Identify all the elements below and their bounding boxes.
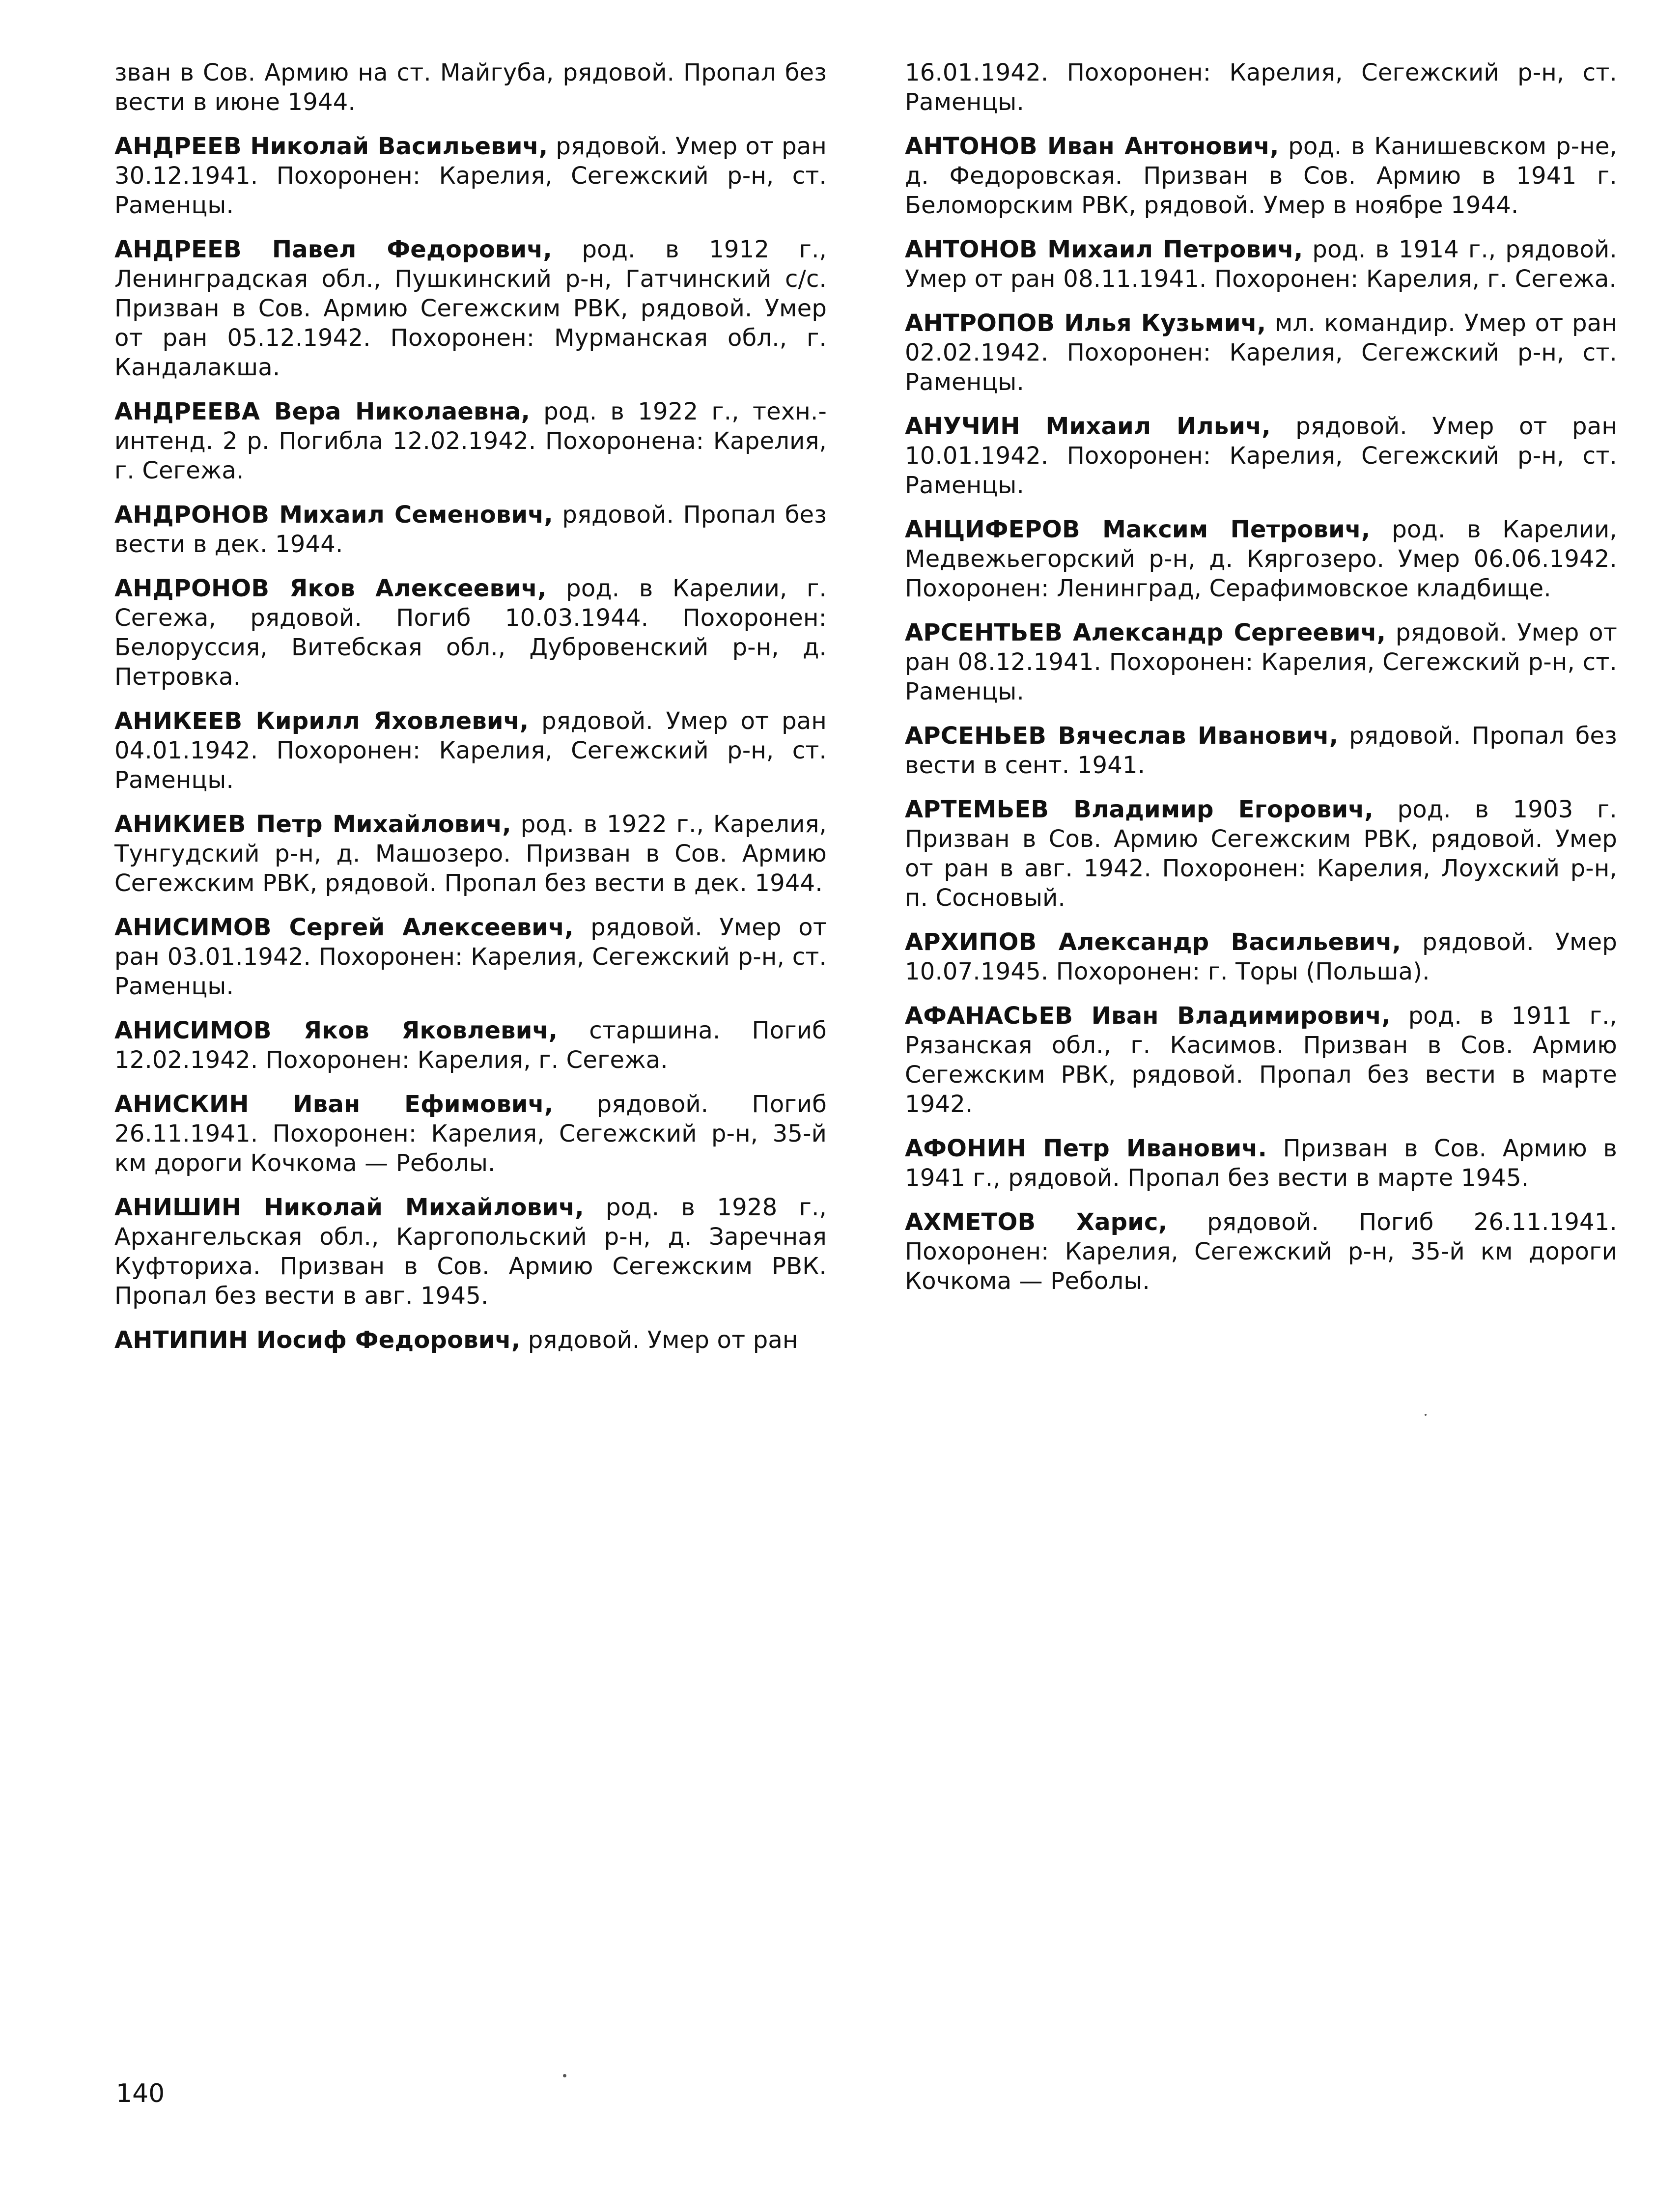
entry-text: рядовой. Погиб 26.11.1941. Похоронен: Карелия, Сегежский р-н, 35-й км дороги Кочкома — Реболы. xyxy=(905,1208,1617,1295)
entry xyxy=(114,913,827,1001)
entry-name: АНИКЕЕВ Кирилл Яховлевич, xyxy=(114,707,529,735)
entry xyxy=(905,515,1617,603)
entry xyxy=(114,574,827,692)
entry xyxy=(905,58,1617,117)
entry-text: род. в 1922 г., техн.-интенд. 2 р. Погибла 12.02.1942. Похоронена: Карелия, г. Сегежа. xyxy=(114,398,827,484)
entry-text: род. в 1903 г. Призван в Сов. Армию Сегежским РВК, рядовой. Умер от ран в авг. 1942. Похоронен: Карелия, Лоухский р-н, п. Сосновый. xyxy=(905,796,1617,912)
entry-text: рядовой. Умер от ран xyxy=(520,1326,798,1354)
entry-text: род. в Карелии, г. Сегежа, рядовой. Погиб 10.03.1944. Похоронен: Белоруссия, Витебская обл., Дубровенский р-н, д. Петровка. xyxy=(114,575,827,691)
entry-name: АНЦИФЕРОВ Максим Петрович, xyxy=(905,516,1371,543)
entry xyxy=(114,706,827,795)
entry-text: род. в Канишевском р-не, д. Федоровская. Призван в Сов. Армию в 1941 г. Беломорским РВК, рядовой. Умер в ноябре 1944. xyxy=(905,133,1618,219)
entry xyxy=(905,795,1617,913)
entry-text: рядовой. Умер от ран 30.12.1941. Похоронен: Карелия, Сегежский р-н, ст. Раменцы. xyxy=(114,133,827,219)
entry-name: АФАНАСЬЕВ Иван Владимирович, xyxy=(905,1002,1391,1030)
entry xyxy=(114,1325,827,1355)
entry xyxy=(114,1193,827,1311)
entry-name: АНТОНОВ Иван Антонович, xyxy=(905,133,1279,160)
entry xyxy=(905,721,1617,780)
entry-text: старшина. Погиб 12.02.1942. Похоронен: Карелия, г. Сегежа. xyxy=(114,1017,827,1074)
entry xyxy=(905,927,1617,986)
entry-text: рядовой. Пропал без вести в сент. 1941. xyxy=(905,722,1617,779)
entry-name: АРСЕНЬЕВ Вячеслав Иванович, xyxy=(905,722,1339,750)
entry xyxy=(905,235,1617,294)
right-column xyxy=(905,58,1617,1311)
entry-text: род. в 1928 г., Архангельская обл., Каргопольский р-н, д. Заречная Куфториха. Призван в Сов. Армию Сегежским РВК. Пропал без вести в авг. 1945. xyxy=(114,1194,827,1310)
entry-text: род. в 1922 г., Карелия, Тунгудский р-н, д. Машозеро. Призван в Сов. Армию Сегежским РВК, рядовой. Пропал без вести в дек. 1944. xyxy=(114,811,827,897)
entry-name: АФОНИН Петр Иванович. xyxy=(905,1135,1267,1162)
entry xyxy=(905,618,1617,706)
entry xyxy=(905,412,1617,500)
entry-name: АХМЕТОВ Харис, xyxy=(905,1208,1168,1236)
entry xyxy=(905,1134,1617,1193)
entry-name: АНДРЕЕВ Павел Федорович, xyxy=(114,236,552,263)
entry-text: рядовой. Умер от ран 10.01.1942. Похоронен: Карелия, Сегежский р-н, ст. Раменцы. xyxy=(905,413,1618,499)
print-speck xyxy=(1425,1414,1427,1416)
entry-name: АНИСИМОВ Яков Яковлевич, xyxy=(114,1017,558,1044)
entry-text: рядовой. Умер от ран 08.12.1941. Похоронен: Карелия, Сегежский р-н, ст. Раменцы. xyxy=(905,619,1617,705)
entry-text: рядовой. Умер от ран 04.01.1942. Похоронен: Карелия, Сегежский р-н, ст. Раменцы. xyxy=(114,707,827,794)
entry-text: рядовой. Погиб 26.11.1941. Похоронен: Карелия, Сегежский р-н, 35-й км дороги Кочкома — Реболы. xyxy=(114,1091,827,1177)
entry-name: АРХИПОВ Александр Васильевич, xyxy=(905,928,1402,956)
entry-name: АНДРЕЕВА Вера Николаевна, xyxy=(114,398,531,425)
print-speck xyxy=(563,2074,566,2077)
entry-text: 16.01.1942. Похоронен: Карелия, Сегежский р-н, ст. Раменцы. xyxy=(905,59,1617,116)
entry-text: Призван в Сов. Армию в 1941 г., рядовой. Пропал без вести в марте 1945. xyxy=(905,1135,1617,1192)
entry-name: АРСЕНТЬЕВ Александр Сергеевич, xyxy=(905,619,1386,646)
entry-text: рядовой. Умер 10.07.1945. Похоронен: г. Торы (Польша). xyxy=(905,928,1617,985)
entry-name: АНУЧИН Михаил Ильич, xyxy=(905,413,1271,440)
entry-text: рядовой. Пропал без вести в дек. 1944. xyxy=(114,501,827,558)
entry-name: АНИСИМОВ Сергей Алексеевич, xyxy=(114,914,574,941)
entry-name: АРТЕМЬЕВ Владимир Егорович, xyxy=(905,796,1374,823)
entry xyxy=(114,58,827,117)
entry-text: мл. командир. Умер от ран 02.02.1942. Похоронен: Карелия, Сегежский р-н, ст. Раменцы. xyxy=(905,309,1617,396)
entry xyxy=(905,1207,1617,1296)
entry-text: род. в 1914 г., рядовой. Умер от ран 08.11.1941. Похоронен: Карелия, г. Сегежа. xyxy=(905,236,1617,293)
entry xyxy=(905,1001,1617,1119)
entry xyxy=(905,308,1617,397)
entry-text: род. в 1912 г., Ленинградская обл., Пушкинский р-н, Гатчинский с/с. Призван в Сов. Армию Сегежским РВК, рядовой. Умер от ран 05.12.1942. Похоронен: Мурманская обл., г. Кандалакша. xyxy=(114,236,827,381)
entry-text: род. в 1911 г., Рязанская обл., г. Касимов. Призван в Сов. Армию Сегежским РВК, рядовой. Пропал без вести в марте 1942. xyxy=(905,1002,1617,1118)
entry xyxy=(114,810,827,898)
entry-name: АНТРОПОВ Илья Кузьмич, xyxy=(905,309,1266,337)
entry-name: АНТОНОВ Михаил Петрович, xyxy=(905,236,1303,263)
left-column xyxy=(114,58,827,1370)
entry xyxy=(905,132,1617,220)
entry-text: рядовой. Умер от ран 03.01.1942. Похоронен: Карелия, Сегежский р-н, ст. Раменцы. xyxy=(114,914,827,1000)
entry-name: АНИСКИН Иван Ефимович, xyxy=(114,1091,554,1118)
entry-name: АНДРЕЕВ Николай Васильевич, xyxy=(114,133,548,160)
page-number: 140 xyxy=(116,2079,165,2108)
entry-name: АНДРОНОВ Михаил Семенович, xyxy=(114,501,553,529)
entry xyxy=(114,397,827,485)
entry-text: зван в Сов. Армию на ст. Майгуба, рядовой. Пропал без вести в июне 1944. xyxy=(114,59,827,116)
entry xyxy=(114,1016,827,1075)
entry-name: АНТИПИН Иосиф Федорович, xyxy=(114,1326,521,1354)
entry xyxy=(114,1090,827,1178)
entry-name: АНИКИЕВ Петр Михайлович, xyxy=(114,811,511,838)
entry xyxy=(114,132,827,220)
entry-text: род. в Карелии, Медвежьегорский р-н, д. Кяргозеро. Умер 06.06.1942. Похоронен: Ленинград, Серафимовское кладбище. xyxy=(905,516,1617,602)
entry xyxy=(114,500,827,559)
entry-name: АНДРОНОВ Яков Алексеевич, xyxy=(114,575,547,602)
entry xyxy=(114,235,827,382)
entry-name: АНИШИН Николай Михайлович, xyxy=(114,1194,584,1221)
